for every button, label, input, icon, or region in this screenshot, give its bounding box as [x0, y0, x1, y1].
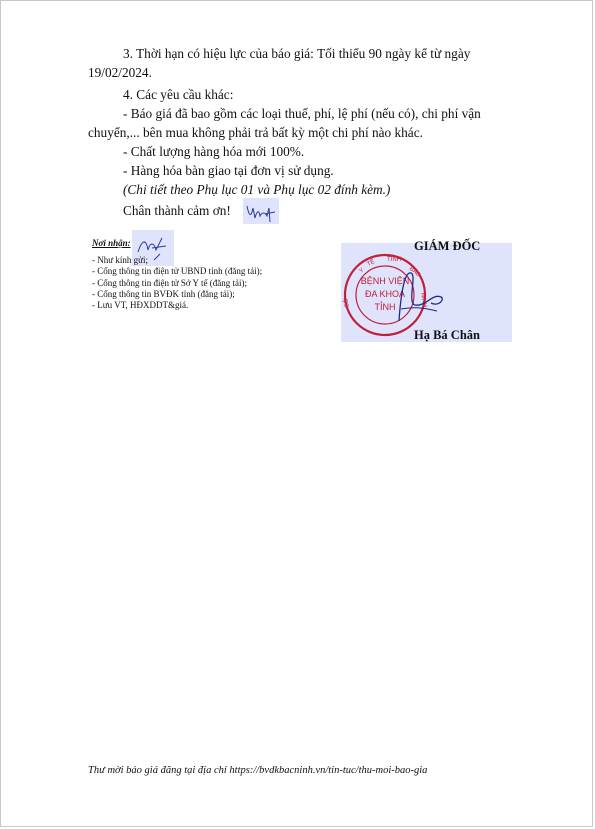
receivers-block: [92, 238, 262, 311]
svg-text:SỞ: SỞ: [343, 297, 351, 308]
validity-line-1: 3. Thời hạn có hiệu lực của báo giá: Tối thiểu 90 ngày kể từ ngày: [123, 46, 471, 61]
receiver-item: - Cổng thông tin điện tử UBND tỉnh (đăng tải);: [92, 266, 263, 277]
receiver-item: - Cổng thông tin BVĐK tỉnh (đăng tải);: [92, 288, 235, 299]
receiver-item: - Lưu VT, HĐXDDT&giá.: [92, 300, 189, 311]
other-requirements-heading: 4. Các yêu cầu khác:: [123, 87, 234, 102]
thanks-line: Chân thành cảm ơn!: [123, 203, 231, 218]
signatory-title: GIÁM ĐỐC: [414, 239, 481, 253]
svg-text:BỆNH VIỆN: BỆNH VIỆN: [360, 276, 410, 286]
svg-text:Y: Y: [358, 267, 366, 275]
quality-line: - Chất lượng hàng hóa mới 100%.: [123, 144, 305, 159]
tax-line-1: - Báo giá đã bao gồm các loại thuế, phí, lệ phí (nếu có), chi phí vận: [123, 106, 481, 121]
svg-text:TẾ: TẾ: [366, 259, 376, 268]
initials-signature-stroke: [243, 198, 279, 224]
svg-text:TỈNH: TỈNH: [374, 302, 396, 312]
receiver-item: - Như kính gửi;: [92, 255, 149, 266]
validity-line-2: 19/02/2024.: [88, 65, 152, 80]
svg-text:BẮC: BẮC: [407, 265, 422, 279]
validity-date: [88, 63, 540, 82]
footer-note: Thư mời báo giá đăng tại địa chỉ https://bvdkbacninh.vn/tin-tuc/thu-moi-bao-gia: [88, 765, 428, 776]
appendix-note: (Chi tiết theo Phụ lục 01 và Phụ lục 02 đính kèm.): [123, 182, 391, 197]
validity-paragraph: [88, 44, 540, 63]
svg-text:NINH: NINH: [419, 292, 428, 308]
svg-text:TỈNH: TỈNH: [387, 257, 401, 263]
signatory-name: Hạ Bá Chân: [414, 328, 480, 342]
receiver-item: - Cổng thông tin điện tử Sở Y tế (đăng tải);: [92, 277, 247, 288]
delivery-line: - Hàng hóa bàn giao tại đơn vị sử dụng.: [123, 163, 334, 178]
svg-text:ĐA KHOA: ĐA KHOA: [364, 289, 406, 299]
receivers-title: Nơi nhận:: [92, 238, 131, 248]
tax-line-2: chuyển,... bên mua không phải trả bất kỳ một chi phí nào khác.: [88, 125, 423, 140]
